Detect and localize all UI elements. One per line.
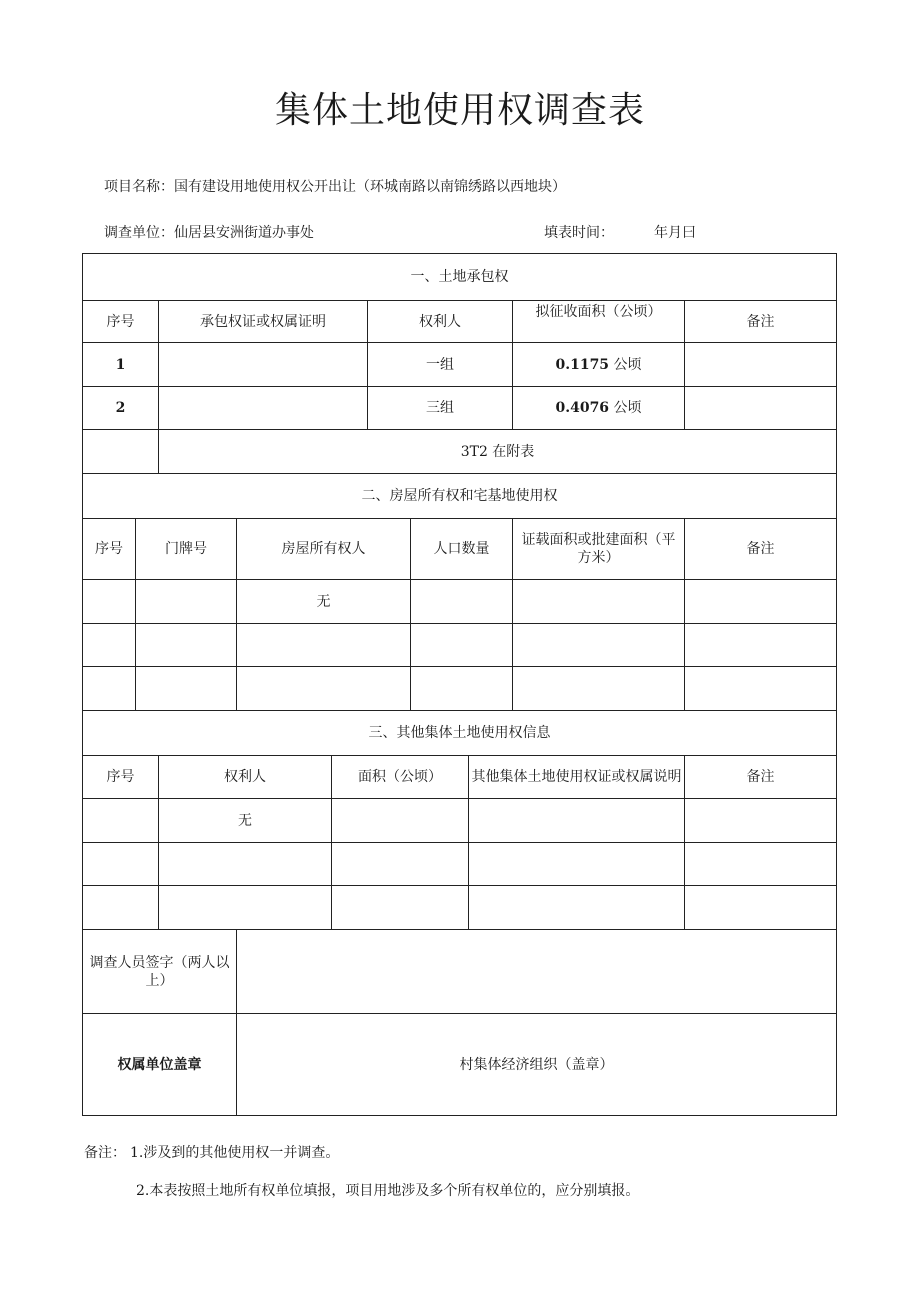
signature-table (82, 929, 837, 1116)
col-header-population: 人口数量 (411, 519, 513, 580)
section-title: 一、土地承包权 (83, 254, 837, 301)
signature-field (237, 930, 837, 1014)
fill-date-line (544, 222, 696, 242)
table-row (83, 387, 837, 430)
col-header-no: 序号 (83, 756, 159, 799)
table-cell (685, 886, 837, 930)
seal-field: 村集体经济组织（盖章） (237, 1014, 837, 1116)
table-row (83, 624, 837, 667)
area-number: 0.1175 (555, 356, 610, 373)
table-row (83, 843, 837, 886)
section-other-rights (82, 710, 836, 930)
row-note (685, 343, 837, 387)
section-title: 二、房屋所有权和宅基地使用权 (83, 474, 837, 519)
fill-date-value: 年月曰 (654, 225, 696, 241)
section-housing (82, 473, 836, 711)
section-signature-seal (82, 929, 836, 1116)
table-cell (83, 624, 136, 667)
table-cell: 无 (159, 799, 332, 843)
col-header-owner: 权利人 (159, 756, 332, 799)
table-cell (83, 667, 136, 711)
col-header-note: 备注 (685, 301, 837, 343)
row-no: 2 (83, 387, 159, 430)
section-land-contract (82, 253, 836, 474)
fill-date-label: 填表时间： (544, 225, 614, 241)
table-cell (332, 886, 469, 930)
table-cell (411, 580, 513, 624)
table-cell (237, 667, 411, 711)
survey-unit-line (104, 222, 314, 242)
table-cell (136, 624, 237, 667)
row-area (513, 343, 685, 387)
table-row (83, 799, 837, 843)
row-no: 1 (83, 343, 159, 387)
table-cell (469, 843, 685, 886)
note-item-2: 2.本表按照土地所有权单位填报，项目用地涉及多个所有权单位的，应分别填报。 (136, 1183, 640, 1199)
survey-unit-value: 仙居县安洲街道办事处 (174, 225, 314, 241)
table-cell (83, 799, 159, 843)
table-cell (136, 580, 237, 624)
signature-label: 调查人员签字（两人以上） (83, 930, 237, 1014)
table-cell (159, 843, 332, 886)
table-row (83, 667, 837, 711)
page-title: 集体土地使用权调查表 (274, 90, 645, 131)
table-cell (469, 886, 685, 930)
col-header-house-area: 证载面积或批建面积（平方米） (513, 519, 685, 580)
row-cert (159, 343, 368, 387)
seal-label: 权属单位盖章 (83, 1014, 237, 1116)
note-prefix: 备注： (84, 1145, 126, 1161)
attachment-note: 3T2 在附表 (159, 430, 837, 474)
project-value: 国有建设用地使用权公开出让（环城南路以南锦绣路以西地块） (174, 179, 566, 195)
table-cell (513, 624, 685, 667)
col-header-note: 备注 (685, 519, 837, 580)
col-header-area: 面积（公顷） (332, 756, 469, 799)
table-cell (685, 624, 837, 667)
table-cell (685, 843, 837, 886)
table-cell (332, 843, 469, 886)
area-number: 0.4076 (555, 400, 610, 416)
table-cell (83, 580, 136, 624)
land-contract-table (82, 253, 837, 474)
col-header-no: 序号 (83, 301, 159, 343)
note-item-1: 1.涉及到的其他使用权一并调查。 (130, 1145, 340, 1161)
table-cell (685, 667, 837, 711)
table-row (83, 580, 837, 624)
col-header-no: 序号 (83, 519, 136, 580)
col-header-house-owner: 房屋所有权人 (237, 519, 411, 580)
project-label: 项目名称： (104, 179, 174, 195)
col-header-other-cert: 其他集体土地使用权证或权属说明 (469, 756, 685, 799)
table-cell (685, 799, 837, 843)
col-header-note: 备注 (685, 756, 837, 799)
table-cell (411, 624, 513, 667)
row-owner: 三组 (368, 387, 513, 430)
col-header-owner: 权利人 (368, 301, 513, 343)
col-header-cert: 承包权证或权属证明 (159, 301, 368, 343)
housing-table (82, 473, 837, 711)
area-unit: 公顷 (613, 400, 642, 416)
row-cert (159, 387, 368, 430)
table-cell (469, 799, 685, 843)
table-cell: 无 (237, 580, 411, 624)
row-note (685, 387, 837, 430)
survey-unit-label: 调查单位： (104, 225, 174, 241)
col-header-area: 拟征收面积（公顷） (513, 301, 685, 343)
table-row (83, 886, 837, 930)
table-cell (136, 667, 237, 711)
note-line-1 (84, 1142, 339, 1162)
table-cell (513, 667, 685, 711)
table-cell (332, 799, 469, 843)
table-cell (513, 580, 685, 624)
area-unit: 公顷 (613, 356, 642, 373)
table-cell (237, 624, 411, 667)
other-rights-table (82, 710, 837, 930)
table-row (83, 343, 837, 387)
empty-cell (83, 430, 159, 474)
table-cell (685, 580, 837, 624)
table-cell (83, 843, 159, 886)
project-name-line (104, 176, 566, 196)
table-cell (83, 886, 159, 930)
section-title: 三、其他集体土地使用权信息 (83, 711, 837, 756)
row-owner: 一组 (368, 343, 513, 387)
table-cell (411, 667, 513, 711)
table-cell (159, 886, 332, 930)
col-header-house-number: 门牌号 (136, 519, 237, 580)
row-area (513, 387, 685, 430)
